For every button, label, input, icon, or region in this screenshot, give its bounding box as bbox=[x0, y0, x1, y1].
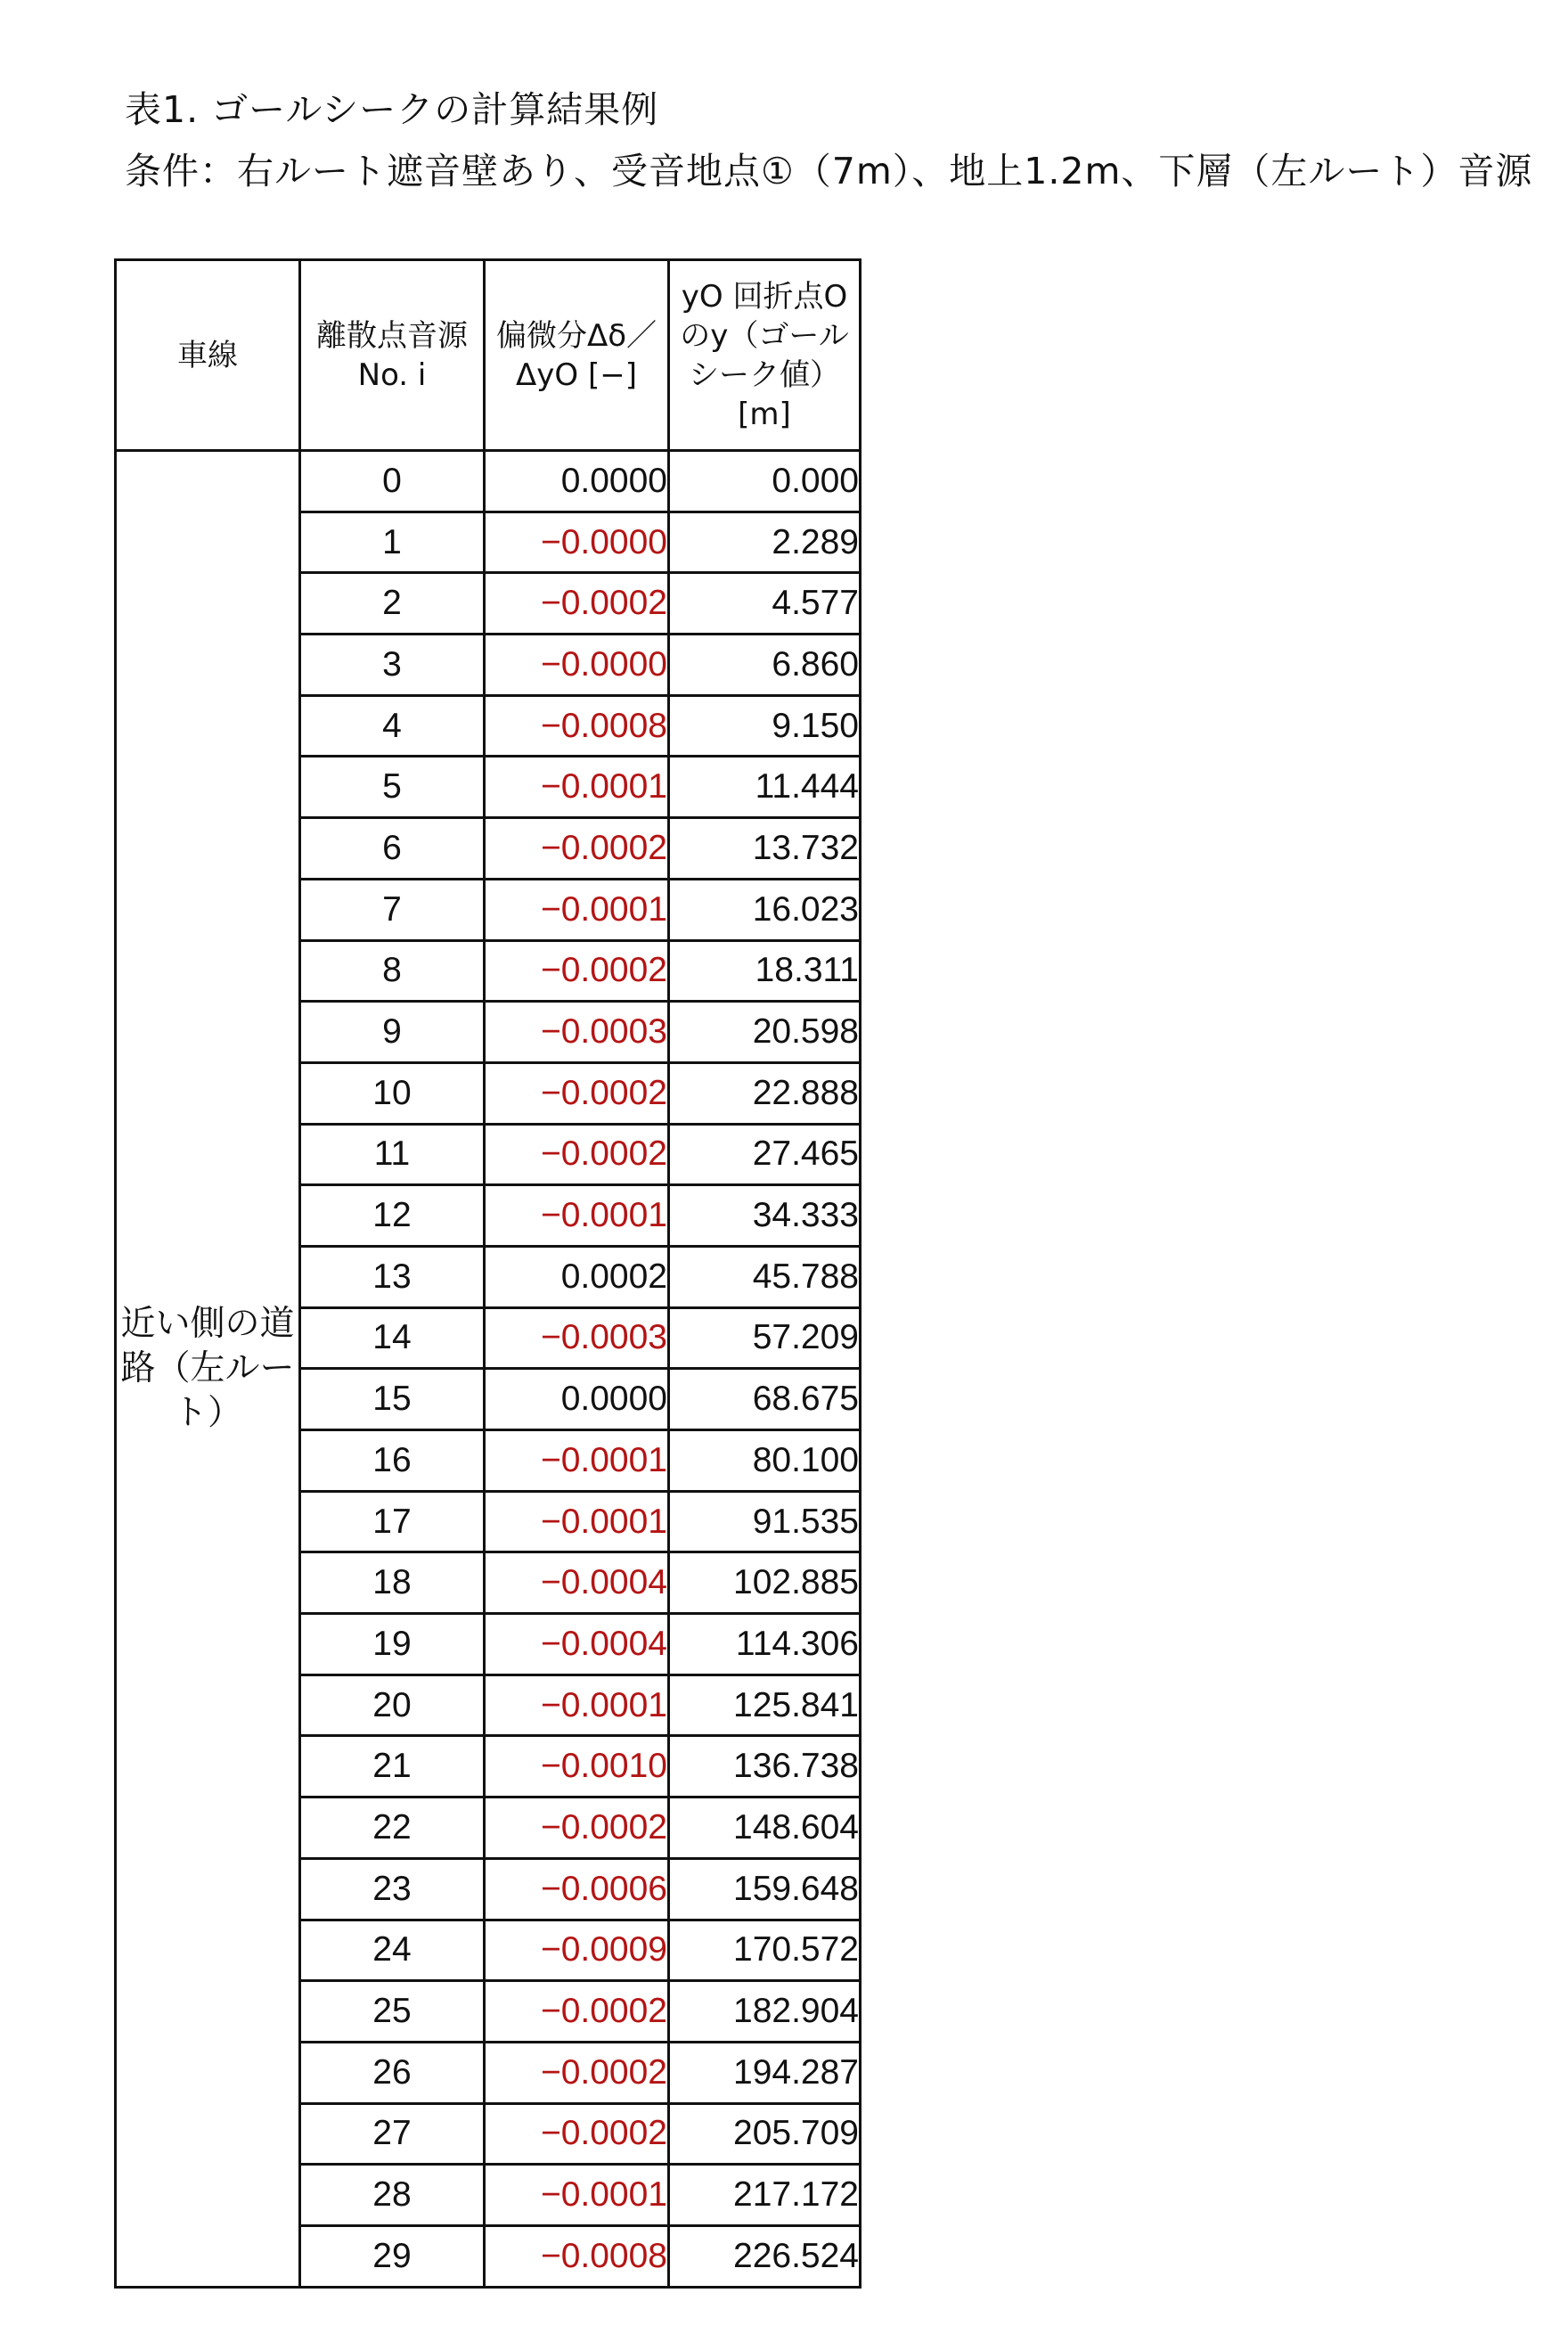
yo-cell: 13.732 bbox=[669, 818, 861, 880]
derivative-cell: −0.0002 bbox=[485, 1797, 669, 1859]
derivative-cell: −0.0002 bbox=[485, 940, 669, 1002]
derivative-cell: −0.0001 bbox=[485, 1430, 669, 1492]
source-no-cell: 0 bbox=[300, 451, 485, 512]
source-no-cell: 4 bbox=[300, 695, 485, 757]
source-no-cell: 18 bbox=[300, 1552, 485, 1614]
derivative-cell: −0.0008 bbox=[485, 695, 669, 757]
derivative-cell: −0.0010 bbox=[485, 1736, 669, 1797]
source-no-cell: 28 bbox=[300, 2165, 485, 2226]
yo-cell: 0.000 bbox=[669, 451, 861, 512]
source-no-cell: 3 bbox=[300, 635, 485, 696]
yo-cell: 27.465 bbox=[669, 1124, 861, 1185]
derivative-cell: −0.0009 bbox=[485, 1920, 669, 1981]
yo-cell: 11.444 bbox=[669, 757, 861, 818]
yo-cell: 170.572 bbox=[669, 1920, 861, 1981]
source-no-cell: 24 bbox=[300, 1920, 485, 1981]
derivative-cell: −0.0002 bbox=[485, 573, 669, 635]
table-caption: 表1. ゴールシークの計算結果例 bbox=[125, 88, 659, 131]
derivative-cell: −0.0001 bbox=[485, 1491, 669, 1552]
yo-cell: 4.577 bbox=[669, 573, 861, 635]
source-no-cell: 11 bbox=[300, 1124, 485, 1185]
source-no-cell: 14 bbox=[300, 1307, 485, 1369]
derivative-cell: −0.0001 bbox=[485, 879, 669, 940]
source-no-cell: 8 bbox=[300, 940, 485, 1002]
yo-cell: 20.598 bbox=[669, 1002, 861, 1063]
derivative-cell: −0.0002 bbox=[485, 2042, 669, 2103]
header-row bbox=[116, 260, 861, 451]
header-derivative: 偏微分Δδ／ΔyO [−] bbox=[485, 260, 669, 451]
derivative-cell: −0.0001 bbox=[485, 2165, 669, 2226]
condition-text: 条件：右ルート遮音壁あり、受音地点①（7m）、地上1.2m、下層（左ルート）音源 bbox=[125, 150, 1533, 192]
yo-cell: 205.709 bbox=[669, 2103, 861, 2165]
yo-cell: 182.904 bbox=[669, 1981, 861, 2043]
yo-cell: 16.023 bbox=[669, 879, 861, 940]
source-no-cell: 19 bbox=[300, 1614, 485, 1675]
source-no-cell: 21 bbox=[300, 1736, 485, 1797]
header-source-no: 離散点音源No. i bbox=[300, 260, 485, 451]
derivative-cell: 0.0002 bbox=[485, 1246, 669, 1307]
source-no-cell: 29 bbox=[300, 2225, 485, 2287]
yo-cell: 136.738 bbox=[669, 1736, 861, 1797]
table-row bbox=[116, 451, 861, 512]
derivative-cell: −0.0004 bbox=[485, 1552, 669, 1614]
derivative-cell: −0.0002 bbox=[485, 1124, 669, 1185]
yo-cell: 148.604 bbox=[669, 1797, 861, 1859]
source-no-cell: 13 bbox=[300, 1246, 485, 1307]
source-no-cell: 16 bbox=[300, 1430, 485, 1492]
source-no-cell: 20 bbox=[300, 1675, 485, 1736]
header-lane: 車線 bbox=[116, 260, 300, 451]
yo-cell: 125.841 bbox=[669, 1675, 861, 1736]
results-table-body bbox=[116, 260, 861, 2288]
yo-cell: 159.648 bbox=[669, 1858, 861, 1920]
source-no-cell: 26 bbox=[300, 2042, 485, 2103]
yo-cell: 9.150 bbox=[669, 695, 861, 757]
derivative-cell: 0.0000 bbox=[485, 1369, 669, 1430]
yo-cell: 91.535 bbox=[669, 1491, 861, 1552]
derivative-cell: −0.0004 bbox=[485, 1614, 669, 1675]
source-no-cell: 27 bbox=[300, 2103, 485, 2165]
derivative-cell: −0.0003 bbox=[485, 1307, 669, 1369]
source-no-cell: 15 bbox=[300, 1369, 485, 1430]
yo-cell: 68.675 bbox=[669, 1369, 861, 1430]
source-no-cell: 22 bbox=[300, 1797, 485, 1859]
source-no-cell: 7 bbox=[300, 879, 485, 940]
yo-cell: 18.311 bbox=[669, 940, 861, 1002]
source-no-cell: 5 bbox=[300, 757, 485, 818]
yo-cell: 6.860 bbox=[669, 635, 861, 696]
yo-cell: 22.888 bbox=[669, 1062, 861, 1124]
yo-cell: 194.287 bbox=[669, 2042, 861, 2103]
header-yo: yO 回折点Oのy（ゴールシーク値）[m] bbox=[669, 260, 861, 451]
yo-cell: 217.172 bbox=[669, 2165, 861, 2226]
derivative-cell: −0.0008 bbox=[485, 2225, 669, 2287]
source-no-cell: 2 bbox=[300, 573, 485, 635]
source-no-cell: 6 bbox=[300, 818, 485, 880]
source-no-cell: 9 bbox=[300, 1002, 485, 1063]
source-no-cell: 23 bbox=[300, 1858, 485, 1920]
derivative-cell: −0.0002 bbox=[485, 1062, 669, 1124]
yo-cell: 34.333 bbox=[669, 1185, 861, 1247]
yo-cell: 80.100 bbox=[669, 1430, 861, 1492]
yo-cell: 2.289 bbox=[669, 512, 861, 573]
yo-cell: 114.306 bbox=[669, 1614, 861, 1675]
source-no-cell: 12 bbox=[300, 1185, 485, 1247]
source-no-cell: 10 bbox=[300, 1062, 485, 1124]
derivative-cell: −0.0001 bbox=[485, 1675, 669, 1736]
yo-cell: 226.524 bbox=[669, 2225, 861, 2287]
source-no-cell: 1 bbox=[300, 512, 485, 573]
derivative-cell: −0.0001 bbox=[485, 1185, 669, 1247]
derivative-cell: −0.0001 bbox=[485, 757, 669, 818]
derivative-cell: −0.0000 bbox=[485, 635, 669, 696]
derivative-cell: −0.0006 bbox=[485, 1858, 669, 1920]
derivative-cell: −0.0002 bbox=[485, 818, 669, 880]
yo-cell: 57.209 bbox=[669, 1307, 861, 1369]
derivative-cell: −0.0002 bbox=[485, 1981, 669, 2043]
source-no-cell: 17 bbox=[300, 1491, 485, 1552]
derivative-cell: −0.0002 bbox=[485, 2103, 669, 2165]
source-no-cell: 25 bbox=[300, 1981, 485, 2043]
results-table bbox=[114, 258, 862, 2289]
lane-cell: 近い側の道路（左ルート） bbox=[116, 451, 300, 2288]
yo-cell: 45.788 bbox=[669, 1246, 861, 1307]
derivative-cell: 0.0000 bbox=[485, 451, 669, 512]
yo-cell: 102.885 bbox=[669, 1552, 861, 1614]
derivative-cell: −0.0000 bbox=[485, 512, 669, 573]
derivative-cell: −0.0003 bbox=[485, 1002, 669, 1063]
